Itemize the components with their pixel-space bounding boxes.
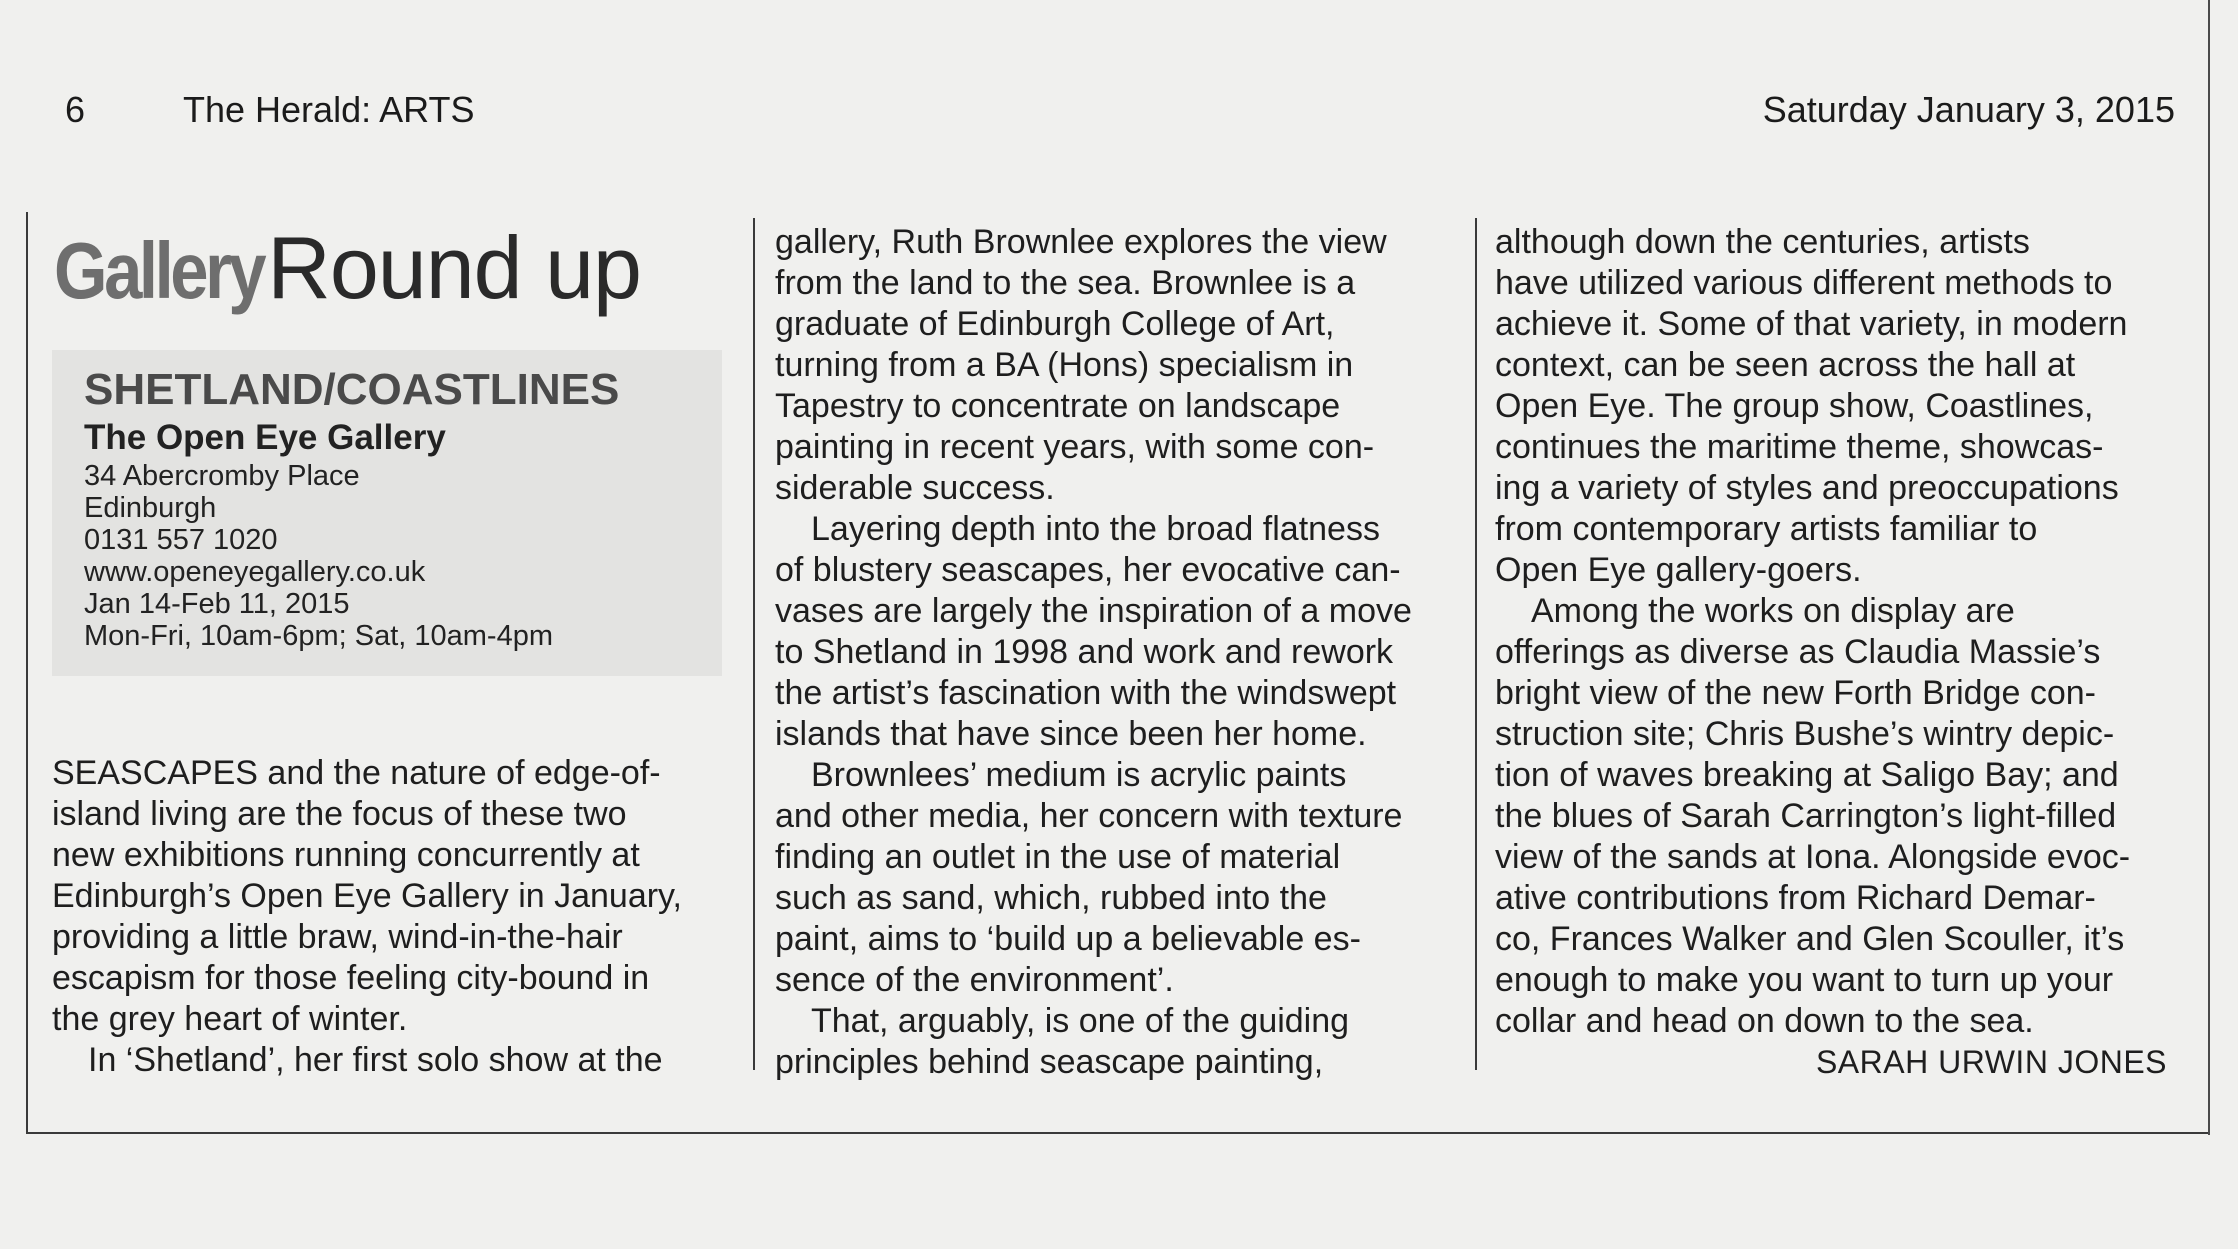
headline-round-up: Round up — [267, 218, 641, 317]
text-line: context, can be seen across the hall at — [1495, 346, 2076, 384]
column-rule-2 — [1475, 218, 1477, 1070]
exhibition-info-box — [52, 350, 722, 676]
text-line: That, arguably, is one of the guiding — [811, 1002, 1350, 1040]
text-line: paint, aims to ‘build up a believable es- — [775, 920, 1361, 958]
text-line: continues the maritime theme, showcas- — [1495, 428, 2104, 466]
text-line: view of the sands at Iona. Alongside evoc- — [1495, 838, 2131, 876]
text-line: siderable success. — [775, 469, 1055, 507]
text-line: Tapestry to concentrate on landscape — [775, 387, 1341, 425]
phone-number: 0131 557 1020 — [84, 524, 278, 556]
text-line: Open Eye. The group show, Coastlines, — [1495, 387, 2094, 425]
text-line: have utilized various different methods to — [1495, 264, 2113, 302]
text-line: to Shetland in 1998 and work and rework — [775, 633, 1394, 671]
text-line: islands that have since been her home. — [775, 715, 1367, 753]
text-line: achieve it. Some of that variety, in modern — [1495, 305, 2128, 343]
address-line-2: Edinburgh — [84, 492, 217, 524]
text-line: ing a variety of styles and preoccupations — [1495, 469, 2119, 507]
text-line: In ‘Shetland’, her first solo show at the — [88, 1041, 663, 1079]
text-line: bright view of the new Forth Bridge con- — [1495, 674, 2096, 712]
text-line: collar and head on down to the sea. — [1495, 1002, 2034, 1040]
text-line: Open Eye gallery-goers. — [1495, 551, 1862, 589]
text-line: of blustery seascapes, her evocative can- — [775, 551, 1401, 589]
text-line: turning from a BA (Hons) specialism in — [775, 346, 1354, 384]
website: www.openeyegallery.co.uk — [84, 556, 426, 588]
text-line: Layering depth into the broad flatness — [811, 510, 1380, 548]
article-column-3 — [1495, 222, 2185, 1083]
text-line: SEASCAPES and the nature of edge-of- — [52, 754, 661, 792]
page-number: 6 — [65, 89, 86, 130]
text-line: providing a little braw, wind-in-the-hair — [52, 918, 623, 956]
text-line: the grey heart of winter. — [52, 1000, 408, 1038]
show-title: SHETLAND/COASTLINES — [84, 365, 620, 414]
column-rule-1 — [753, 218, 755, 1070]
text-line: new exhibitions running concurrently at — [52, 836, 640, 874]
venue-name: The Open Eye Gallery — [84, 418, 446, 457]
article-column-2 — [775, 222, 1465, 1083]
text-line: and other media, her concern with texture — [775, 797, 1403, 835]
text-line: enough to make you want to turn up your — [1495, 961, 2114, 999]
text-line: the artist’s fascination with the windswept — [775, 674, 1397, 712]
text-line: such as sand, which, rubbed into the — [775, 879, 1327, 917]
article-column-1 — [52, 753, 732, 1081]
text-line: offerings as diverse as Claudia Massie’s — [1495, 633, 2101, 671]
page-edge-rule — [2208, 0, 2210, 1135]
text-line: the blues of Sarah Carrington’s light-filled — [1495, 797, 2117, 835]
text-line: vases are largely the inspiration of a move — [775, 592, 1412, 630]
text-line: from contemporary artists familiar to — [1495, 510, 2038, 548]
headline-gallery: Gallery — [54, 226, 264, 315]
text-line: escapism for those feeling city-bound in — [52, 959, 650, 997]
text-line: Edinburgh’s Open Eye Gallery in January, — [52, 877, 682, 915]
text-line: island living are the focus of these two — [52, 795, 627, 833]
page-header — [0, 84, 2238, 144]
text-line: co, Frances Walker and Glen Scouller, it’s — [1495, 920, 2125, 958]
text-line: Brownlees’ medium is acrylic paints — [811, 756, 1347, 794]
text-line: struction site; Chris Bushe’s wintry depic- — [1495, 715, 2115, 753]
publication-title: The Herald: ARTS — [183, 89, 475, 130]
text-line: principles behind seascape painting, — [775, 1043, 1324, 1081]
publication-date: Saturday January 3, 2015 — [1762, 89, 2175, 130]
text-line: gallery, Ruth Brownlee explores the view — [775, 223, 1387, 261]
text-line: painting in recent years, with some con- — [775, 428, 1375, 466]
text-line: Among the works on display are — [1531, 592, 2015, 630]
headline — [54, 218, 641, 328]
text-line: although down the centuries, artists — [1495, 223, 2030, 261]
byline: SARAH URWIN JONES — [1815, 1044, 2167, 1080]
text-line: ative contributions from Richard Demar- — [1495, 879, 2096, 917]
text-line: sence of the environment’. — [775, 961, 1174, 999]
text-line: tion of waves breaking at Saligo Bay; and — [1495, 756, 2119, 794]
exhibition-dates: Jan 14-Feb 11, 2015 — [84, 588, 350, 620]
text-line: finding an outlet in the use of material — [775, 838, 1341, 876]
text-line: graduate of Edinburgh College of Art, — [775, 305, 1335, 343]
address-line-1: 34 Abercromby Place — [84, 460, 360, 492]
text-line: from the land to the sea. Brownlee is a — [775, 264, 1356, 302]
opening-hours: Mon-Fri, 10am-6pm; Sat, 10am-4pm — [84, 620, 553, 652]
